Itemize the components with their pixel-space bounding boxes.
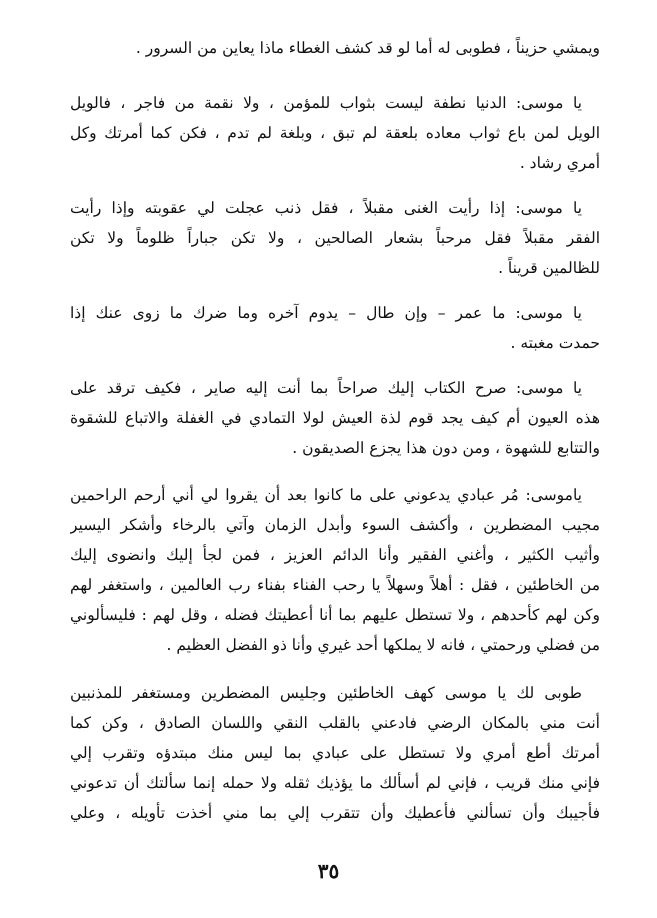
- text-line: أمري رشاد .: [519, 154, 600, 172]
- text-line: من الخاطئين ، فقل : أهلاً وسهلاً يا رحب الفناء بفناء رب العالمين ، واستغفر لهم: [70, 576, 600, 594]
- text-line: والتتابع للشهوة ، ومن دون هذا يجزع الصديقون .: [292, 439, 600, 457]
- text-line: هذه العيون أم كيف يجد قوم لذة العيش لولا التمادي في الغفلة والاتباع للشقوة: [70, 409, 600, 427]
- text-line: الفقر مقبلاً فقل مرحباً بشعار الصالحين ، ولا تكن جباراً ظلوماً ولا تكن: [70, 229, 600, 247]
- text-line: يا موسى: الدنيا نطفة ليست بثواب للمؤمن ، ولا نقمة من فاجر ، فالويل: [70, 94, 582, 112]
- text-line: للظالمين قريناً .: [498, 259, 600, 277]
- text-line: طوبى لك يا موسى كهف الخاطئين وجليس المضطرين ومستغفر للمذنبين: [70, 684, 582, 702]
- text-line: حمدت مغبته .: [510, 334, 600, 352]
- text-line: أمرتك أطع أمري ولا تستطل على عبادي بما ليس منك مبتدؤه وتقرب إلي: [70, 744, 600, 762]
- text-line: أنت مني بالمكان الرضي فادعني بالقلب النقي واللسان الصادق ، وكن كما: [70, 714, 600, 732]
- text-line: يا موسى: إذا رأيت الغنى مقبلاً ، فقل ذنب عجلت لي عقوبته وإذا رأيت: [70, 199, 582, 217]
- text-line: يا موسى: ما عمر – وإن طال – يدوم آخره وما ضرك ما زوى عنك إذا: [70, 304, 582, 322]
- page-number: ٣٥: [317, 859, 340, 883]
- text-line: وكن لهم كأحدهم ، ولا تستطل عليهم بما أنا أعطيتك فضله ، وقل لهم : فليسألوني: [70, 606, 600, 624]
- text-line: فإني منك قريب ، فإني لم أسألك ما يؤذيك ثقله ولا حمله إنما سألتك أن تدعوني: [70, 774, 600, 792]
- text-line: وأثيب الكثير ، وأغني الفقير وأنا الدائم العزيز ، فمن لجأ إليك وانضوى إليك: [70, 546, 600, 564]
- text-line: فأجيبك وأن تسألني فأعطيك وأن تتقرب إلي بما مني أخذت تأويله ، وعلي: [70, 804, 600, 822]
- text-line: ويمشي حزيناً ، فطوبى له أما لو قد كشف الغطاء ماذا يعاين من السرور .: [135, 39, 600, 57]
- text-line: مجيب المضطرين ، وأكشف السوء وأبدل الزمان وآتي بالرخاء وأشكر اليسير: [70, 516, 600, 534]
- text-line: يا موسى: صرح الكتاب إليك صراحاً بما أنت إليه صاير ، فكيف ترقد على: [70, 379, 582, 397]
- text-line: ياموسى: مُر عبادي يدعوني على ما كانوا بعد أن يقروا لي أني أرحم الراحمين: [70, 486, 582, 504]
- text-line: من فضلي ورحمتي ، فانه لا يملكها أحد غيري وأنا ذو الفضل العظيم .: [166, 636, 600, 654]
- text-line: الويل لمن باع ثواب معاده بلعقة لم تبق ، وبلغة لم تدم ، فكن كما أمرتك وكل: [70, 124, 600, 142]
